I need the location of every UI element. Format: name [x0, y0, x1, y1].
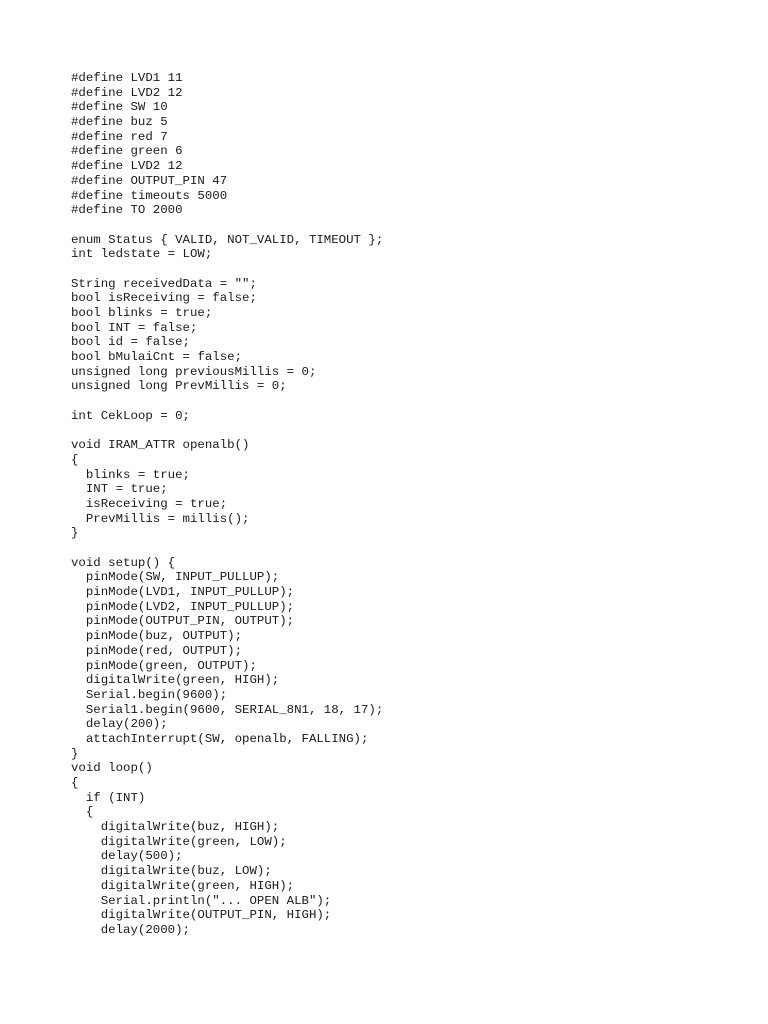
code-line: int ledstate = LOW; — [71, 247, 213, 262]
code-line: #define green 6 — [71, 144, 183, 159]
code-line: #define TO 2000 — [71, 203, 183, 218]
code-line: INT = true; — [71, 482, 168, 497]
code-line: blinks = true; — [71, 467, 190, 482]
code-line: #define LVD2 12 — [71, 159, 183, 174]
code-line: pinMode(red, OUTPUT); — [71, 643, 243, 658]
code-line — [71, 394, 383, 409]
code-line: Serial1.begin(9600, SERIAL_8N1, 18, 17); — [71, 702, 384, 717]
code-line — [71, 262, 383, 277]
code-line: pinMode(SW, INPUT_PULLUP); — [71, 570, 280, 585]
code-line: bool id = false; — [71, 335, 190, 350]
code-line: void setup() { — [71, 555, 176, 570]
code-line: digitalWrite(OUTPUT_PIN, HIGH); — [71, 908, 332, 923]
code-line: #define SW 10 — [71, 100, 168, 115]
code-line: enum Status { VALID, NOT_VALID, TIMEOUT }; — [71, 232, 384, 247]
code-line: { — [71, 452, 79, 467]
code-line: #define LVD2 12 — [71, 85, 183, 100]
code-line: bool bMulaiCnt = false; — [71, 350, 243, 365]
code-line: #define red 7 — [71, 129, 168, 144]
code-line: delay(500); — [71, 849, 183, 864]
code-line: void loop() — [71, 761, 153, 776]
code-line: void IRAM_ATTR openalb() — [71, 438, 250, 453]
code-line: { — [71, 805, 94, 820]
code-line: bool blinks = true; — [71, 306, 213, 320]
code-line: PrevMillis = millis(); — [71, 511, 250, 526]
code-line: digitalWrite(green, HIGH); — [71, 878, 295, 893]
code-line: digitalWrite(green, HIGH); — [71, 673, 280, 688]
code-line — [71, 218, 383, 233]
code-line: pinMode(buz, OUTPUT); — [71, 629, 243, 644]
code-line: { — [71, 776, 79, 790]
code-line: #define buz 5 — [71, 115, 168, 130]
code-line: Serial.begin(9600); — [71, 687, 228, 702]
code-line: Serial.println("... OPEN ALB"); — [71, 893, 332, 908]
code-line: pinMode(LVD2, INPUT_PULLUP); — [71, 599, 295, 614]
code-line: int CekLoop = 0; — [71, 408, 190, 423]
code-line: #define OUTPUT_PIN 47 — [71, 173, 228, 188]
code-line: bool INT = false; — [71, 320, 198, 335]
code-line: if (INT) — [71, 790, 146, 805]
code-line — [71, 424, 383, 439]
code-line: pinMode(LVD1, INPUT_PULLUP); — [71, 585, 295, 600]
code-line: attachInterrupt(SW, openalb, FALLING); — [71, 731, 369, 746]
code-line: } — [71, 746, 79, 761]
code-line: digitalWrite(buz, LOW); — [71, 864, 272, 879]
code-line: pinMode(green, OUTPUT); — [71, 658, 257, 673]
code-line — [71, 541, 383, 556]
code-line: #define timeouts 5000 — [71, 188, 228, 203]
code-line: String receivedData = ""; — [71, 276, 257, 291]
code-line: unsigned long PrevMillis = 0; — [71, 379, 287, 394]
code-line: unsigned long previousMillis = 0; — [71, 364, 317, 379]
code-line: digitalWrite(green, LOW); — [71, 834, 287, 849]
code-line: pinMode(OUTPUT_PIN, OUTPUT); — [71, 614, 295, 629]
code-line: delay(2000); — [71, 922, 190, 937]
code-line: digitalWrite(buz, HIGH); — [71, 820, 280, 835]
code-line: isReceiving = true; — [71, 496, 228, 511]
code-line: #define LVD1 11 — [71, 71, 183, 85]
code-line: } — [71, 526, 79, 541]
code-line: delay(200); — [71, 717, 168, 732]
code-line: bool isReceiving = false; — [71, 291, 257, 306]
code-listing — [71, 71, 383, 938]
